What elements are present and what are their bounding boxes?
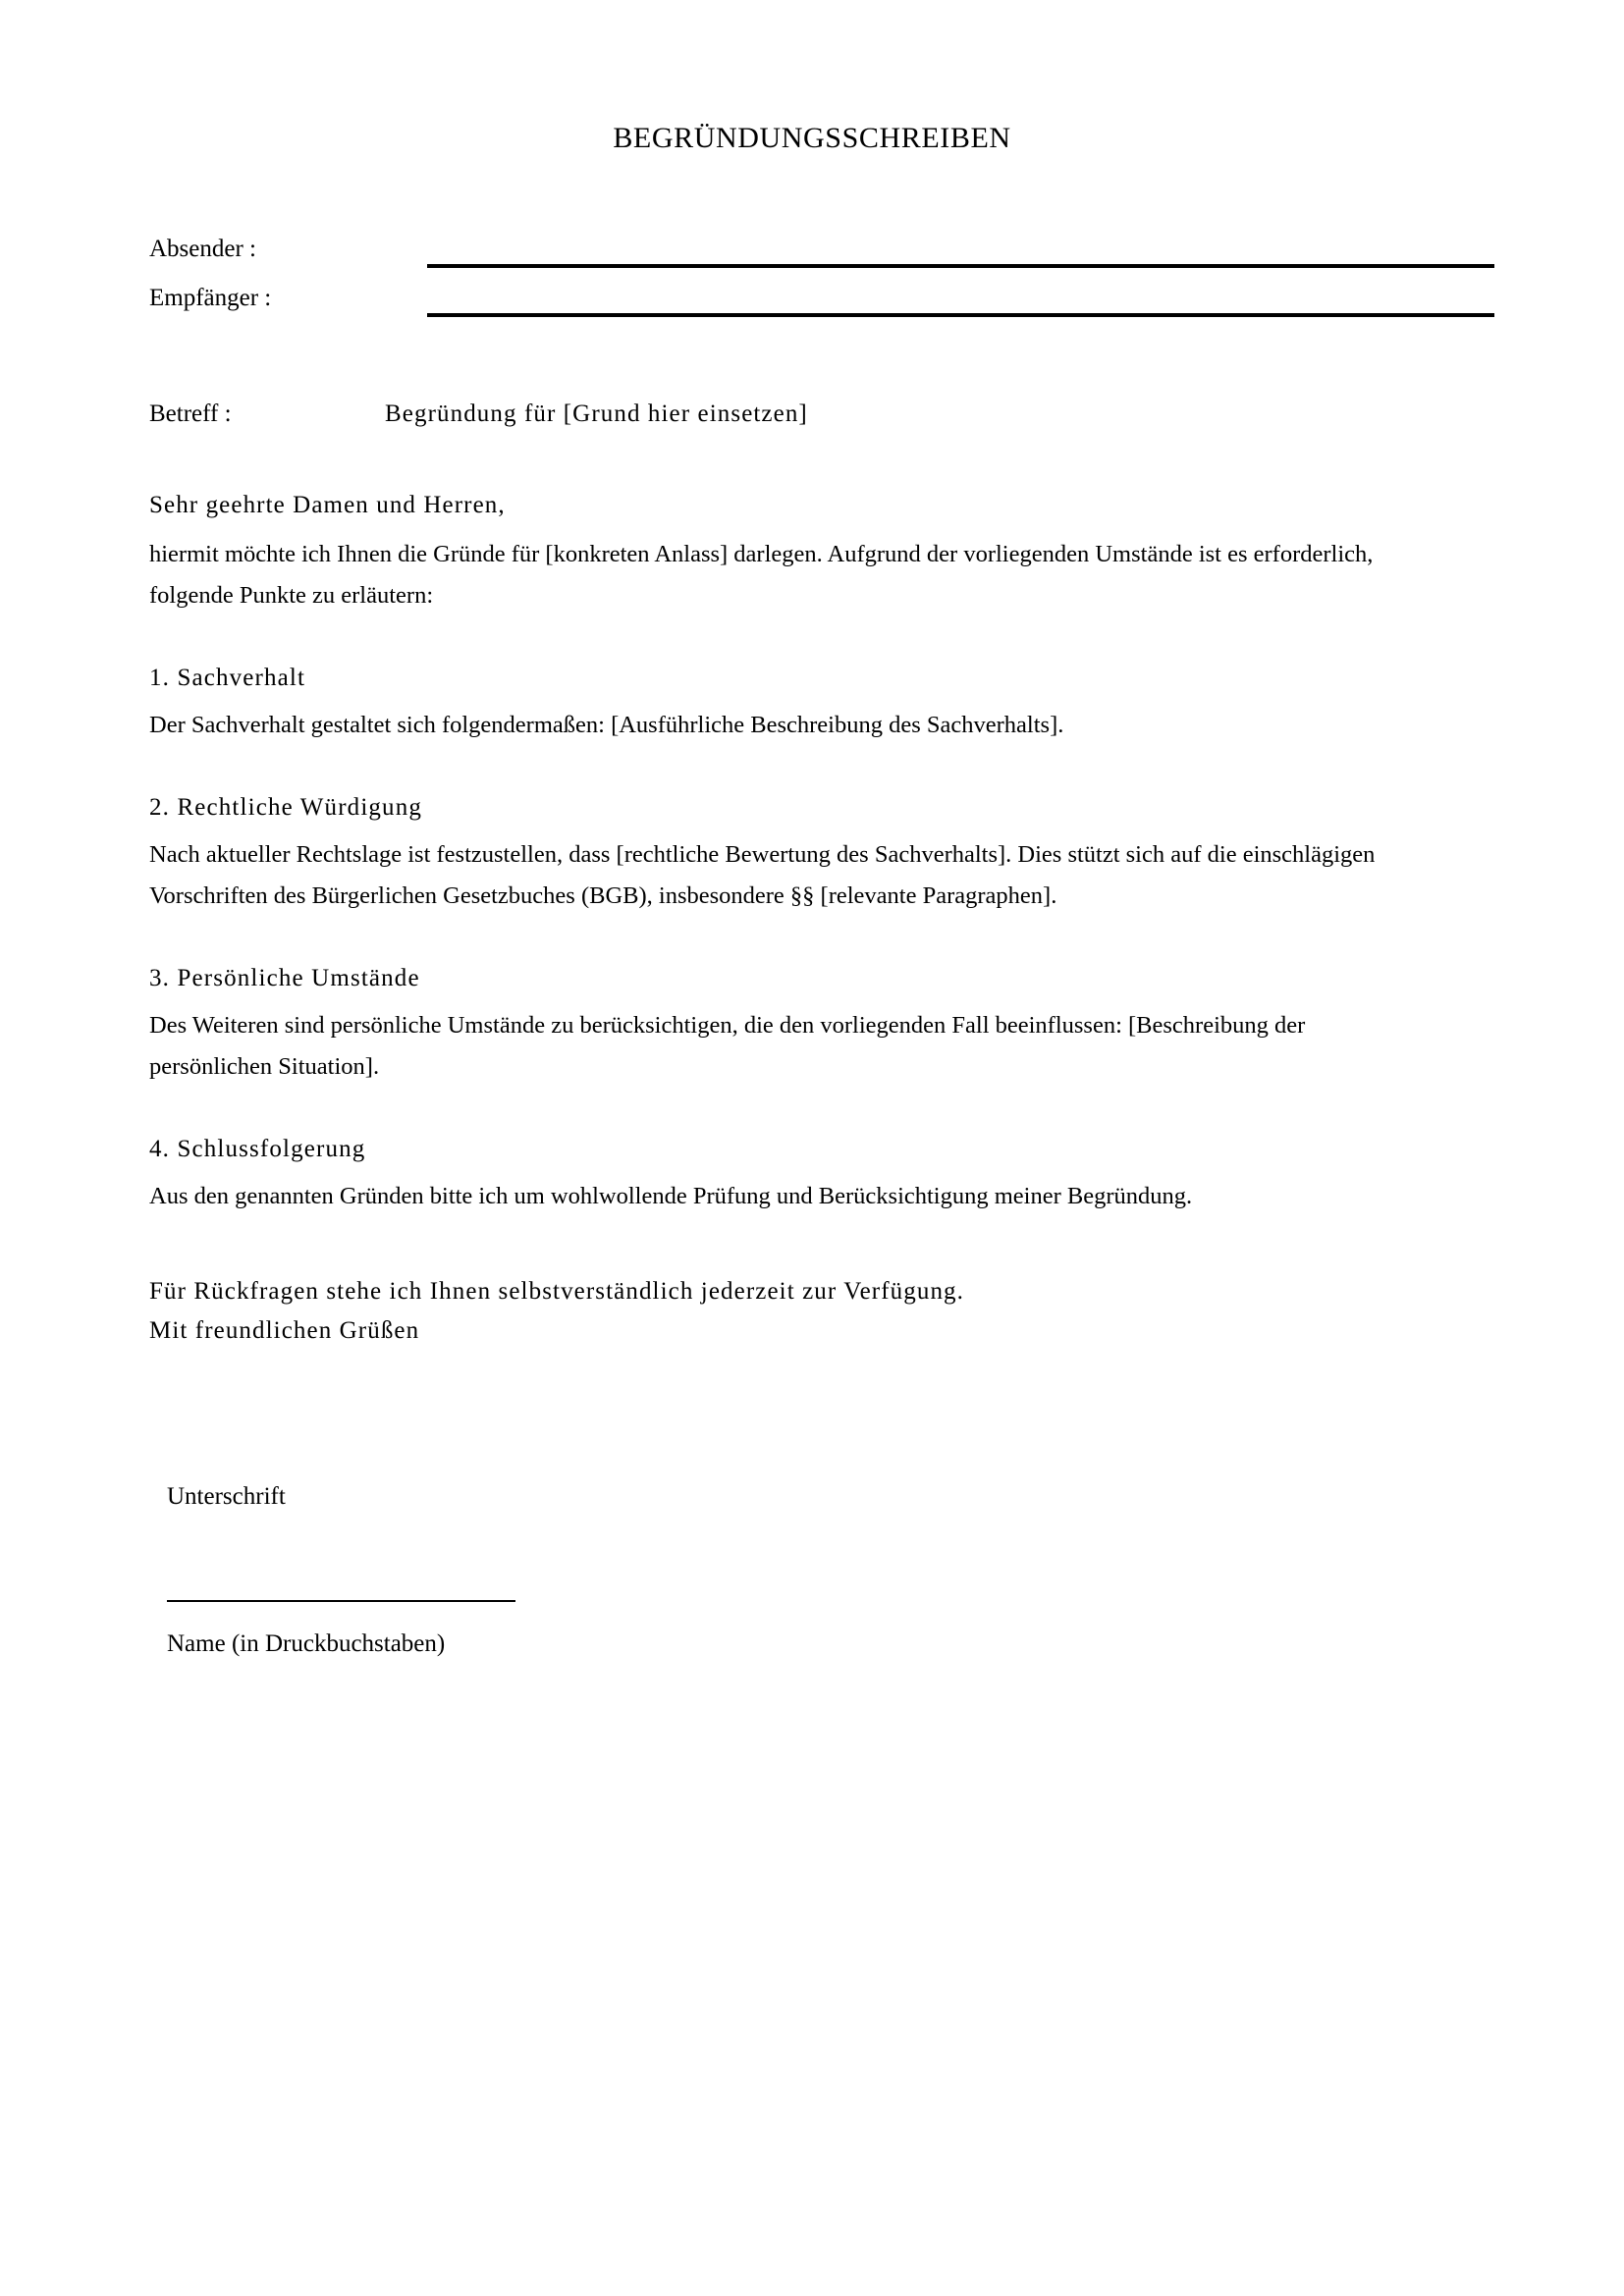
- signature-caption: Unterschrift: [167, 1483, 286, 1510]
- salutation: Sehr geehrte Damen und Herren,: [149, 492, 506, 518]
- closing-spacer: [149, 1217, 1416, 1272]
- section-body-2: Nach aktueller Rechtslage ist festzustellen, dass [rechtliche Bewertung des Sachverhalts]. Dies stützt sich auf die einschlägigen Vorschriften des Bürgerlichen Gesetzbuches (BGB), insbesondere §§ [relevante Paragraphen].: [149, 841, 1376, 909]
- section-body-4: Aus den genannten Gründen bitte ich um wohlwollende Prüfung und Berücksichtigung meiner Begründung.: [149, 1183, 1193, 1209]
- section-body-1: Der Sachverhalt gestaltet sich folgendermaßen: [Ausführliche Beschreibung des Sachverhalts].: [149, 712, 1064, 738]
- signature-line[interactable]: [167, 1600, 515, 1602]
- absender-label: Absender :: [149, 236, 256, 262]
- intro-paragraph: hiermit möchte ich Ihnen die Gründe für [konkreten Anlass] darlegen. Aufgrund der vorliegenden Umstände ist es erforderlich, folgende Punkte zu erläutern:: [149, 541, 1374, 609]
- section-heading-3: 3. Persönliche Umstände: [149, 965, 420, 991]
- empfaenger-input-rule[interactable]: [427, 313, 1494, 317]
- empfaenger-label: Empfänger :: [149, 285, 272, 311]
- section-heading-1: 1. Sachverhalt: [149, 665, 306, 691]
- section-spacer: [149, 746, 1416, 791]
- signature-block: [167, 1480, 756, 1685]
- subject-label: Betreff :: [149, 400, 232, 427]
- address-block: [149, 234, 1494, 332]
- subject-value[interactable]: Begründung für [Grund hier einsetzen]: [385, 400, 808, 427]
- letter-body: [149, 489, 1416, 1351]
- section-heading-4: 4. Schlussfolgerung: [149, 1136, 366, 1162]
- section-spacer: [149, 917, 1416, 962]
- section-body-3: Des Weiteren sind persönliche Umstände zu berücksichtigen, die den vorliegenden Fall beeinflussen: [Beschreibung der persönlichen Situation].: [149, 1012, 1306, 1080]
- closing-note: Für Rückfragen stehe ich Ihnen selbstverständlich jederzeit zur Verfügung.: [149, 1278, 964, 1305]
- address-row-empfaenger: [149, 283, 1494, 332]
- absender-input-rule[interactable]: [427, 264, 1494, 268]
- valediction: Mit freundlichen Grüßen: [149, 1317, 420, 1344]
- subject-row: [149, 398, 1426, 437]
- page-title: BEGRÜNDUNGSSCHREIBEN: [613, 122, 1011, 154]
- signature-name-caption: Name (in Druckbuchstaben): [167, 1630, 446, 1657]
- section-spacer: [149, 616, 1416, 662]
- address-row-absender: [149, 234, 1494, 283]
- section-heading-2: 2. Rechtliche Würdigung: [149, 794, 423, 821]
- section-spacer: [149, 1088, 1416, 1133]
